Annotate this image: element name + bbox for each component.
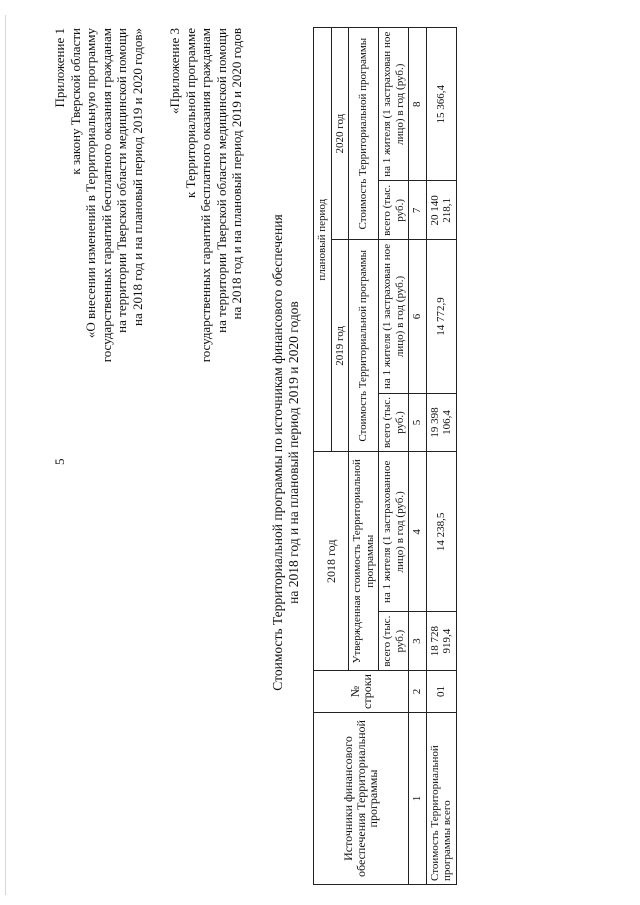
scan-artifact-line	[5, 15, 6, 895]
table-row	[426, 28, 456, 885]
header-row-no: № строки	[314, 671, 409, 713]
value-2020-total: 20 140 218,1	[426, 181, 456, 240]
header-total-2018: всего (тыс. руб.)	[379, 612, 409, 671]
col-number: 8	[409, 28, 427, 181]
col-number: 4	[409, 452, 427, 612]
header-planned-period: плановый период	[314, 28, 332, 452]
value-2019-total: 19 398 106,4	[426, 393, 456, 452]
appendix1-line: государственных гарантий бесплатного оказания гражданам	[98, 28, 114, 363]
header-year-2018: 2018 год	[314, 452, 349, 671]
appendix1-line: Приложение 1	[52, 28, 67, 108]
appendix3-line: государственных гарантий бесплатного оказания гражданам	[198, 28, 213, 363]
value-2019-per-capita: 14 772,9	[426, 240, 456, 393]
appendix3-line: «Приложение 3	[167, 28, 182, 115]
col-number: 6	[409, 240, 427, 393]
column-number-row	[409, 28, 427, 885]
col-number: 3	[409, 612, 427, 671]
header-per-capita-2018: на 1 жителя (1 застрахованное лицо) в год (руб.)	[379, 452, 409, 612]
col-number: 7	[409, 181, 427, 240]
value-2018-per-capita: 14 238,5	[426, 452, 456, 612]
header-cost-2019: Стоимость Территориальной программы	[349, 240, 379, 452]
row-number: 01	[426, 671, 456, 713]
appendix1-line: на 2018 год и на плановый период 2019 и 2020 годов»	[129, 28, 145, 326]
value-2018-total: 18 728 919,4	[426, 612, 456, 671]
col-number: 1	[409, 713, 427, 885]
header-source: Источники финансового обеспечения Территориальной программы	[314, 713, 409, 885]
header-total-2020: всего (тыс. руб.)	[379, 181, 409, 240]
row-label: Стоимость Территориальной программы всего	[426, 713, 456, 885]
financing-table	[313, 27, 457, 885]
appendix3-line: к Территориальной программе	[182, 28, 198, 198]
header-total-2019: всего (тыс. руб.)	[379, 393, 409, 452]
page-number: 5	[52, 458, 67, 465]
header-per-capita-2020: на 1 жителя (1 застрахован ное лицо) в год (руб.)	[379, 28, 409, 181]
col-number: 5	[409, 393, 427, 452]
value-2020-per-capita: 15 366,4	[426, 28, 456, 181]
header-per-capita-2019: на 1 жителя (1 застрахован ное лицо) в год (руб.)	[379, 240, 409, 393]
header-cost-2020: Стоимость Территориальной программы	[349, 28, 379, 240]
title-line-1: Стоимость Территориальной программы по источникам финансового обеспечения	[270, 214, 285, 691]
appendix1-header	[52, 28, 145, 362]
appendix3-line: на 2018 год и на плановый период 2019 и 2020 годов	[229, 28, 244, 320]
appendix3-line: на территории Тверской области медицинской помощи	[213, 28, 229, 333]
col-number: 2	[409, 671, 427, 713]
appendix1-line: «О внесении изменений в Территориальную программу	[83, 28, 98, 339]
document-title	[270, 0, 302, 905]
header-year-2019: 2019 год	[331, 240, 349, 452]
appendix3-header	[167, 28, 245, 362]
header-approved-cost: Утвержденная стоимость Территориальной программы	[349, 452, 379, 671]
header-row-1	[314, 28, 332, 885]
appendix1-line: к закону Тверской области	[67, 28, 83, 175]
appendix1-line: на территории Тверской области медицинской помощи	[114, 28, 129, 333]
title-line-2: на 2018 год и на плановый период 2019 и 2020 годов	[286, 301, 301, 604]
header-year-2020: 2020 год	[331, 28, 349, 240]
